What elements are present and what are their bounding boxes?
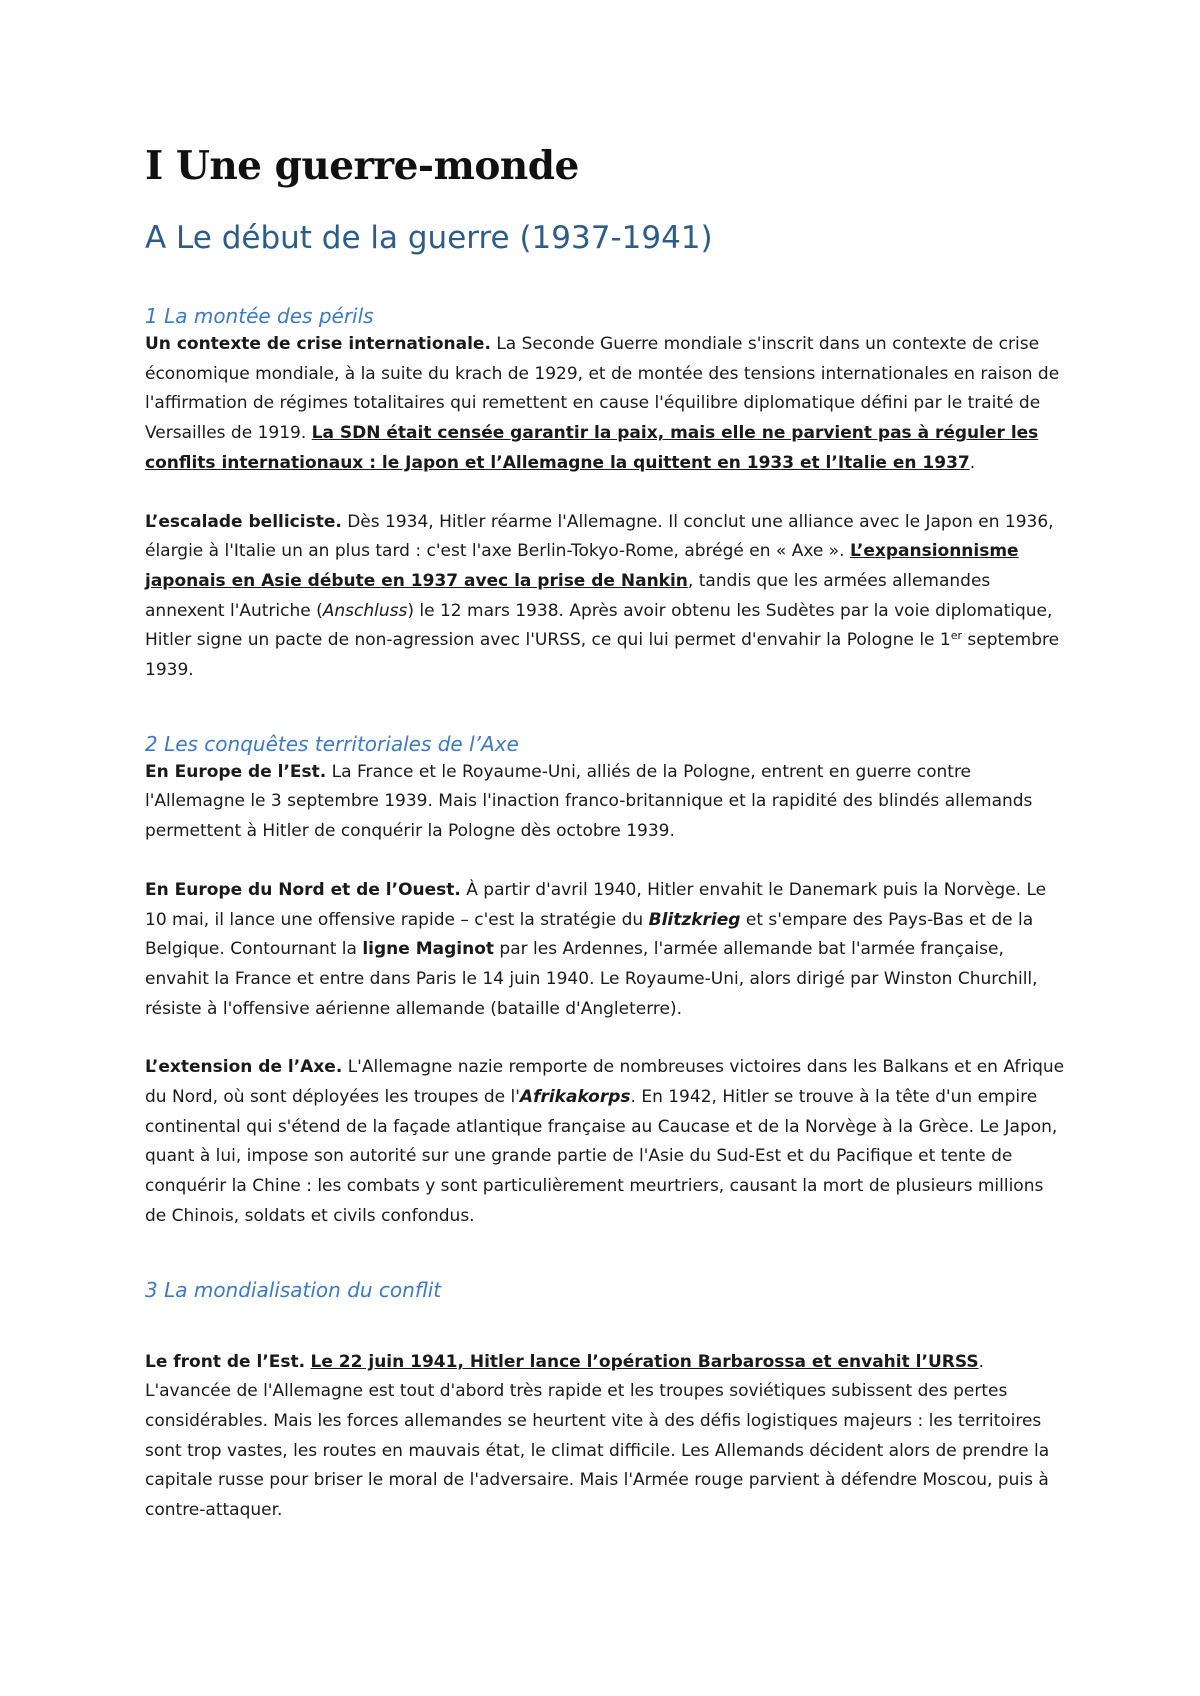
bold-term: ligne Maginot [362, 939, 495, 960]
paragraph-lead: En Europe du Nord et de l’Ouest. [145, 879, 461, 900]
paragraph-lead: En Europe de l’Est. [145, 761, 327, 782]
paragraph-escalade [145, 508, 1067, 686]
emphasis-underlined: Le 22 juin 1941, Hitler lance l’opération Barbarossa et envahit l’URSS [310, 1351, 979, 1372]
subsection-2-heading: 2 Les conquêtes territoriales de l’Axe [145, 731, 519, 756]
emphasis-underlined: La SDN était censée garantir la paix, mais elle ne parvient pas à réguler les conflits internationaux : le Japon et l’Allemagne la quittent en 1933 et l’Italie en 1937 [145, 423, 1039, 473]
paragraph-text: La France et le Royaume-Uni, alliés de la Pologne, entrent en guerre contre l'Allemagne le 3 septembre 1939. Mais l'inaction franco-britannique et la rapidité des blindés allemands permettent à Hitler de conquérir la Pologne dès octobre 1939. [145, 761, 1033, 842]
paragraph-europe-nord-ouest [145, 876, 1067, 1025]
paragraph-text: et s'empare des Pays-Bas et de la Belgique. Contournant la [145, 909, 1034, 960]
paragraph-text: . L'avancée de l'Allemagne est tout d'abord très rapide et les troupes soviétiques subissent des pertes considérables. Mais les forces allemandes se heurtent vite à des défis logistiques majeurs : les territoires sont trop vastes, les routes en mauvais état, le climat difficile. Les Allemands décident alors de prendre la capitale russe pour briser le moral de l'adversaire. Mais l'Armée rouge parvient à défendre Moscou, puis à contre-attaquer. [145, 1351, 1050, 1521]
bold-italic-term: Afrikakorps [519, 1087, 631, 1108]
paragraph-text: , tandis que les armées allemandes annexent l'Autriche ( [145, 570, 991, 621]
paragraph-lead: Le front de l’Est. [145, 1351, 306, 1372]
italic-term: Anschluss [322, 600, 408, 621]
paragraph-lead: L’extension de l’Axe. [145, 1057, 343, 1078]
emphasis-underlined: L’expansionnisme japonais en Asie débute en 1937 avec la prise de Nankin [145, 541, 1019, 591]
paragraph-text: L'Allemagne nazie remporte de nombreuses victoires dans les Balkans et en Afrique du Nord, où sont déployées les troupes de l' [145, 1057, 1065, 1108]
paragraph-text: . [969, 452, 976, 473]
paragraph-text: Dès 1934, Hitler réarme l'Allemagne. Il conclut une alliance avec le Japon en 1936, élargie à l'Italie un an plus tard : c'est l'axe Berlin-Tokyo-Rome, abrégé en « Axe ». [145, 511, 1054, 562]
paragraph-text: par les Ardennes, l'armée allemande bat l'armée française, envahit la France et entre dans Paris le 14 juin 1940. Le Royaume-Uni, alors dirigé par Winston Churchill, résiste à l'offensive aérienne allemande (bataille d'Angleterre). [145, 939, 1038, 1019]
paragraph-text: La Seconde Guerre mondiale s'inscrit dans un contexte de crise économique mondiale, à la suite du krach de 1929, et de montée des tensions internationales en raison de l'affirmation de régimes totalitaires qui remettent en cause l'équilibre diplomatique défini par le traité de Versailles de 1919. [145, 334, 1060, 444]
paragraph-front-est [145, 1348, 1067, 1526]
paragraph-text: À partir d'avril 1940, Hitler envahit le Danemark puis la Norvège. Le 10 mai, il lance une offensive rapide – c'est la stratégie du [145, 879, 1047, 930]
superscript: er [950, 629, 963, 643]
paragraph-text: ) le 12 mars 1938. Après avoir obtenu les Sudètes par la voie diplomatique, Hitler signe un pacte de non-agression avec l'URSS, ce qui lui permet d'envahir la Pologne le 1 [145, 600, 1053, 651]
document-title: I Une guerre-monde [145, 143, 579, 189]
paragraph-crise [145, 330, 1067, 479]
section-a-heading: A Le début de la guerre (1937-1941) [145, 220, 713, 256]
paragraph-text: septembre 1939. [145, 630, 1060, 681]
paragraph-lead: L’escalade belliciste. [145, 511, 342, 532]
paragraph-lead: Un contexte de crise internationale. [145, 334, 491, 354]
paragraph-extension-axe [145, 1053, 1067, 1231]
subsection-3-heading: 3 La mondialisation du conflit [145, 1277, 442, 1302]
document-page [145, 140, 1067, 1526]
paragraph-text: . En 1942, Hitler se trouve à la tête d'un empire continental qui s'étend de la façade atlantique française au Caucase et de la Norvège à la Grèce. Le Japon, quant à lui, impose son autorité sur une grande partie de l'Asie du Sud-Est et du Pacifique et tente de conquérir la Chine : les combats y sont particulièrement meurtriers, causant la mort de plusieurs millions de Chinois, soldats et civils confondus. [145, 1087, 1058, 1226]
subsection-1-heading: 1 La montée des périls [145, 304, 374, 328]
bold-italic-term: Blitzkrieg [648, 909, 741, 930]
paragraph-europe-est [145, 758, 1067, 847]
